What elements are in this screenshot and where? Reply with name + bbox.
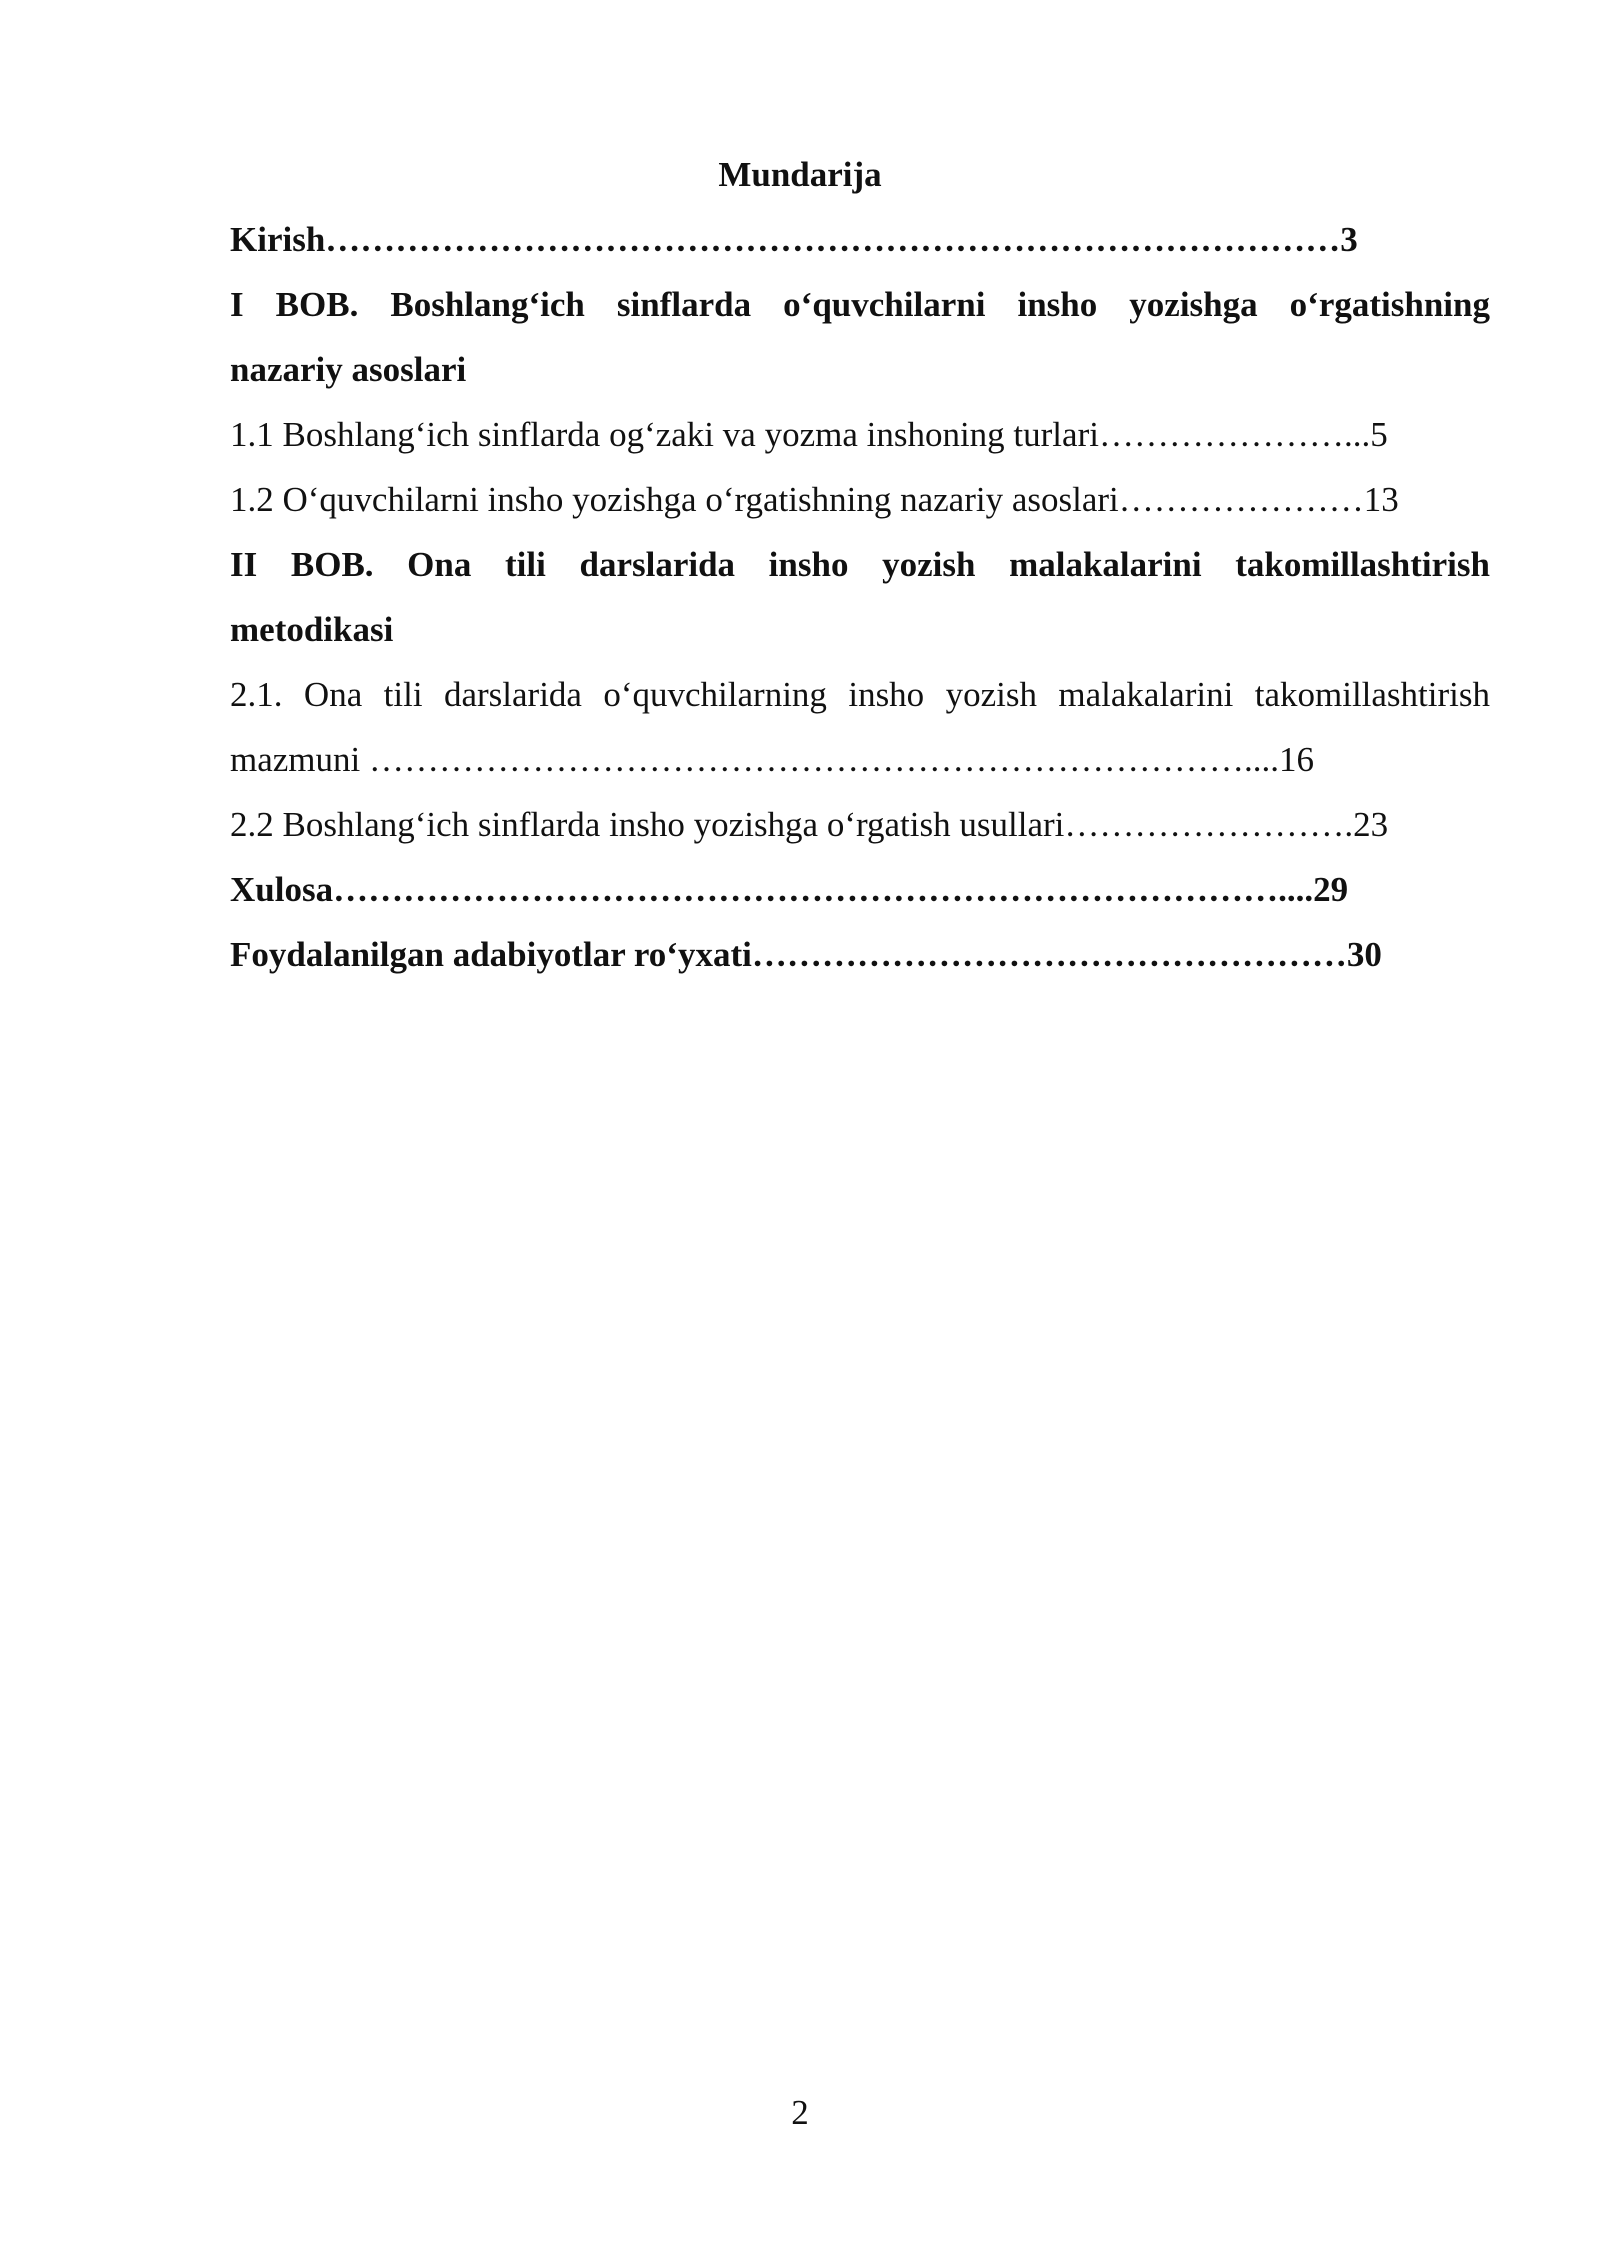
toc-entry-2-2: 2.2 Boshlang‘ich sinflarda insho yozishga o‘rgatish usullari…………………….23 xyxy=(230,805,1389,844)
toc-entry-2-1-cont: mazmuni …………………………………………………………………....16 xyxy=(230,740,1314,779)
toc-chapter-2-heading: II BOB. Ona tili darslarida insho yozish malakalarini takomillashtirish xyxy=(230,545,1490,584)
toc-entry-1-2: 1.2 O‘quvchilarni insho yozishga o‘rgatishning nazariy asoslari…………………13 xyxy=(230,480,1399,519)
toc-entry-2-1: 2.1. Ona tili darslarida o‘quvchilarning insho yozish malakalarini takomillashtirish xyxy=(230,675,1490,714)
toc-chapter-1-heading: I BOB. Boshlang‘ich sinflarda o‘quvchilarni insho yozishga o‘rgatishning xyxy=(230,285,1490,324)
toc-entry-1-1: 1.1 Boshlang‘ich sinflarda og‘zaki va yozma inshoning turlari…………………...5 xyxy=(230,415,1388,454)
page-title: Mundarija xyxy=(718,155,882,194)
toc-chapter-2-heading-cont: metodikasi xyxy=(230,610,394,649)
toc-entry-adabiyotlar: Foydalanilgan adabiyotlar ro‘yxati……………………………………………30 xyxy=(230,935,1382,974)
page-number: 2 xyxy=(791,2093,809,2132)
toc-entry-kirish: Kirish……………………………………………………………………………3 xyxy=(230,220,1358,259)
toc-entry-xulosa: Xulosa………………………………………………………………………....29 xyxy=(230,870,1349,909)
toc-chapter-1-heading-cont: nazariy asoslari xyxy=(230,350,467,389)
